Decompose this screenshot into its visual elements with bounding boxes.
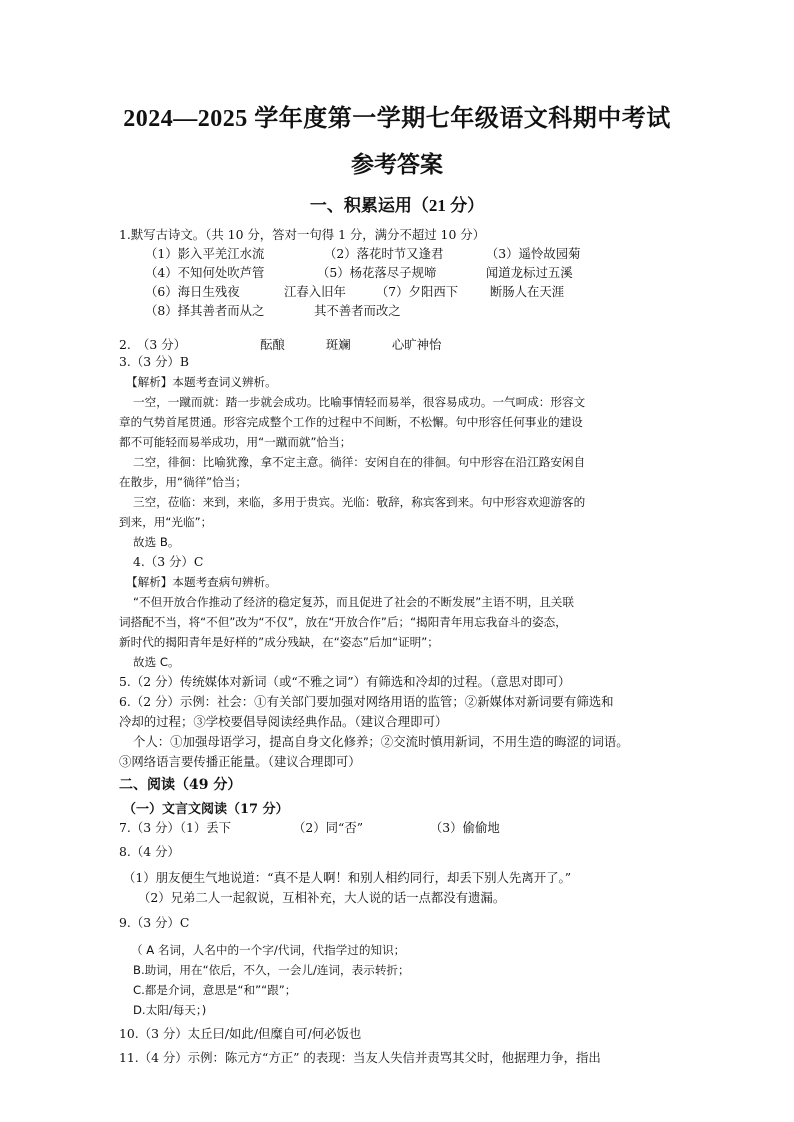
q3-analysis-line: 三空，莅临：来到，来临，多用于贵宾。光临：敬辞，称宾客到来。句中形容欢迎游客的	[133, 495, 586, 509]
q7-answer-2: （2）同“否”	[292, 820, 364, 835]
q9-analysis-line: （ A 名词，人名中的一个字/代词，代指学过的知识；	[131, 943, 406, 957]
q1-answer-7a: （7）夕阳西下	[375, 284, 459, 299]
q4-analysis-line: “不但开放合作推动了经济的稳定复苏，而且促进了社会的不断发展”主语不明，且关联	[133, 595, 574, 609]
document-title: 2024—2025 学年度第一学期七年级语文科期中考试	[123, 106, 671, 132]
q7-answer-1: 7.（3 分）（1）丢下	[119, 820, 232, 835]
q11-answer: 11.（4 分）示例：陈元方“方正” 的表现：当友人失信并责骂其父时，他据理力争，指出	[119, 1050, 601, 1065]
document-subtitle: 参考答案	[351, 152, 443, 177]
q4-analysis-title: 【解析】本题考查病句辨析。	[126, 575, 277, 589]
q3-head: 3.（3 分）B	[119, 354, 189, 369]
q2-word-1: 酝酿	[259, 337, 285, 352]
q4-head: 4.（3 分）C	[133, 554, 204, 569]
q1-row-1	[145, 246, 581, 262]
q3-analysis-line: 二空，徘徊：比喻犹豫，拿不定主意。徜徉：安闲自在的徘徊。句中形容在沿江路安闲自	[133, 455, 586, 469]
q4-analysis-line: 新时代的揭阳青年是好样的”成分残缺，在“姿态”后加“证明”；	[119, 635, 439, 649]
q1-answer-4: （4）不知何处吹芦管	[145, 265, 265, 280]
q3-analysis-line: 在散步，用“徜徉”恰当；	[119, 475, 247, 489]
q8-answer-2: （2）兄弟二人一起叙说，互相补充，大人说的话一点都没有遗漏。	[138, 890, 506, 905]
q4-conclusion: 故选 C。	[133, 655, 180, 669]
q8-head: 8.（4 分）	[119, 844, 180, 859]
q9-analysis-line: D.太阳/每天；)	[133, 1003, 207, 1017]
q10-answer: 10.（3 分）太丘曰/如此/但糜自可/何必饭也	[119, 1026, 362, 1041]
q1-row-3	[145, 284, 564, 300]
q3-analysis-line: 都不可能轻而易举成功，用“一蹴而就”恰当；	[119, 435, 352, 449]
q7-answer-3: （3）偷偷地	[429, 820, 500, 835]
q1-answer-5a: （5）杨花落尽子规啼	[316, 265, 437, 280]
q9-head: 9.（3 分）C	[119, 915, 190, 930]
q2-word-2: 斑斓	[325, 337, 351, 352]
q8-answer-1: （1）朋友便生气地说道：“真不是人啊！和别人相约同行，却丢下别人先离开了。”	[123, 870, 572, 885]
q5-answer: 5.（2 分）传统媒体对新词（或“不雅之词”）有筛选和冷却的过程。（意思对即可）	[119, 674, 571, 689]
section2-sub1-heading: （一）文言文阅读（17 分）	[123, 802, 289, 817]
q1-answer-5b: 闻道龙标过五溪	[485, 265, 573, 280]
q1-answer-8a: （8）择其善者而从之	[145, 303, 265, 318]
q9-analysis-line: C.都是介词，意思是“和”“跟”；	[133, 983, 297, 997]
q2-head: 2. （3 分）	[119, 337, 187, 352]
section2-heading: 二、阅读（49 分）	[119, 777, 242, 793]
q6-line: 6.（2 分）示例：社会：①有关部门要加强对网络用语的监管；②新媒体对新词要有筛选和	[119, 694, 614, 709]
q9-analysis-line: B.助词，用在“依后，不久，一会儿/连词，表示转折；	[133, 963, 410, 977]
section1-heading: 一、积累运用（21 分）	[309, 196, 485, 215]
q6-line: ③网络语言要传播正能量。（建议合理即可）	[119, 754, 361, 769]
q1-answer-2: （2）落花时节又逢君	[323, 246, 444, 261]
q3-analysis-line: 到来，用“光临”；	[119, 515, 213, 529]
q1-answer-6a: （6）海日生残夜	[145, 284, 240, 299]
q3-conclusion: 故选 B。	[133, 535, 180, 549]
q3-analysis-title: 【解析】本题考查词义辨析。	[126, 375, 277, 389]
q1-answer-3: （3）遥怜故园菊	[485, 246, 581, 261]
q1-row-2	[145, 265, 573, 281]
q1-answer-1: （1）影入平羌江水流	[145, 246, 265, 261]
q3-analysis-line: 章的气势首尾贯通。形容完成整个工作的过程中不间断，不松懈。句中形容任何事业的建设	[119, 415, 583, 429]
q1-answer-8b: 其不善者而改之	[313, 303, 401, 318]
q1-row-4	[145, 303, 401, 319]
q1-stem: 1.默写古诗文。（共 10 分，答对一句得 1 分，满分不超过 10 分）	[119, 227, 486, 242]
q6-line: 个人：①加强母语学习，提高自身文化修养；②交流时慎用新词，不用生造的晦涩的词语。	[133, 734, 629, 749]
q1-answer-7b: 断肠人在天涯	[489, 284, 565, 299]
q2-line	[119, 337, 441, 353]
q2-word-3: 心旷神怡	[391, 337, 442, 352]
q4-analysis-line: 词搭配不当，将“不但”改为“不仅”，放在“开放合作”后；“揭阳青年用忘我奋斗的姿态，	[119, 615, 567, 629]
q6-line: 冷却的过程；③学校要倡导阅读经典作品。（建议合理即可）	[119, 714, 448, 729]
q3-analysis-line: 一空，一蹴而就：踏一步就会成功。比喻事情轻而易举，很容易成功。一气呵成：形容文	[133, 395, 586, 409]
q7-line	[119, 820, 500, 836]
q1-answer-6b: 江春入旧年	[283, 284, 346, 299]
